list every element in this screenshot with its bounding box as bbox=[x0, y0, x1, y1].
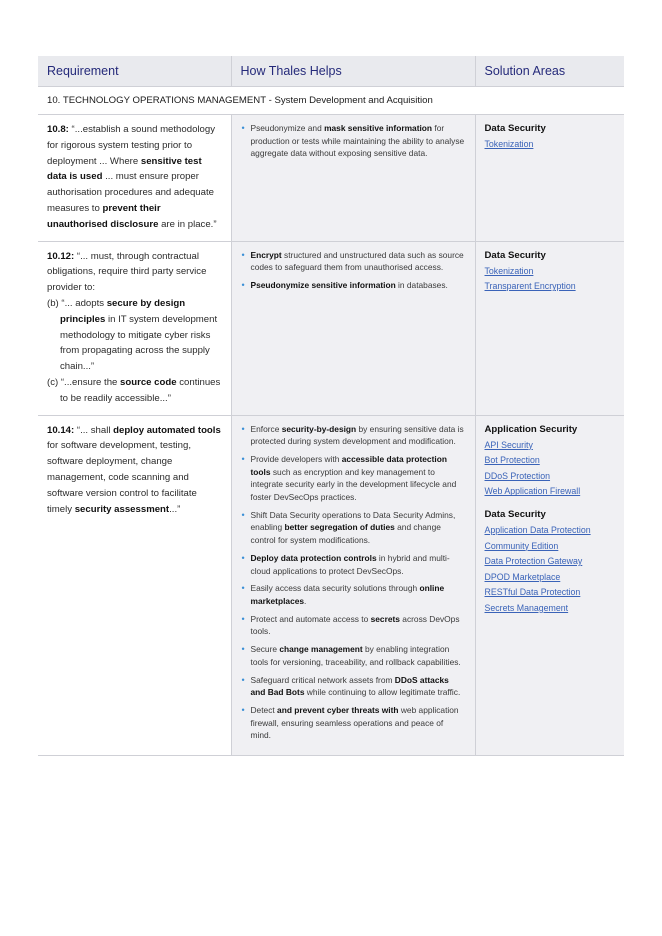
solution-link-tokenization[interactable]: Tokenization bbox=[484, 139, 534, 149]
requirement-emphasis: sensitive test data is used bbox=[47, 155, 202, 183]
requirement-text: “... must, through contractual obligations, require third party service provider to: bbox=[47, 250, 207, 294]
help-emphasis: better segregation of duties bbox=[284, 522, 395, 533]
solution-heading: Data Security bbox=[484, 123, 546, 134]
requirement-text: are in place.” bbox=[158, 218, 217, 230]
list-item bbox=[242, 643, 465, 668]
requirement-emphasis: deploy automated tools bbox=[113, 424, 221, 436]
solution-heading: Application Security bbox=[484, 423, 578, 435]
list-item bbox=[242, 552, 465, 577]
requirements-table bbox=[38, 56, 624, 756]
requirement-cell bbox=[38, 115, 231, 242]
requirement-text: continues to be readily accessible...” bbox=[60, 376, 221, 404]
help-list bbox=[242, 423, 465, 742]
help-emphasis: Deploy data protection controls bbox=[250, 552, 377, 563]
help-text: by enabling integration tools for versioning, traceability, and rollback capabilities. bbox=[250, 644, 461, 667]
section-title: 10. TECHNOLOGY OPERATIONS MANAGEMENT - System Development and Acquisition bbox=[38, 87, 624, 115]
list-item bbox=[242, 582, 465, 607]
help-text: Detect bbox=[250, 704, 278, 715]
help-text: Protect and automate access to bbox=[250, 613, 371, 624]
solution-link-tokenization[interactable]: Tokenization bbox=[484, 265, 534, 276]
requirement-emphasis: source code bbox=[120, 376, 177, 388]
requirement-text: (b) “... adopts bbox=[47, 297, 107, 309]
list-item bbox=[242, 249, 465, 274]
help-text: across DevOps tools. bbox=[250, 613, 460, 637]
solutions-cell bbox=[475, 241, 624, 415]
help-emphasis: secrets bbox=[370, 613, 400, 624]
clause-number: 10.14: bbox=[47, 424, 75, 436]
list-item bbox=[242, 279, 465, 292]
solution-link-data-protection-gateway[interactable]: Data Protection Gateway bbox=[484, 556, 583, 567]
solution-heading: Data Security bbox=[484, 508, 546, 520]
help-emphasis: DDoS attacks and Bad Bots bbox=[250, 674, 449, 698]
solution-link-restful-data-protection[interactable]: RESTful Data Protection bbox=[484, 587, 581, 598]
solutions-cell bbox=[475, 415, 624, 755]
requirement-text: “...establish a sound methodology for rigorous system testing prior to deployment ... Where bbox=[47, 124, 216, 167]
header-solution-areas: Solution Areas bbox=[475, 56, 624, 87]
help-text: . bbox=[304, 595, 307, 606]
header-requirement: Requirement bbox=[38, 56, 231, 87]
help-list bbox=[242, 122, 465, 160]
requirement-cell bbox=[38, 241, 231, 415]
list-item bbox=[242, 453, 465, 504]
help-text: such as encryption and key management to integrate security early in the development lifecycle and foster DevSecOps practices. bbox=[250, 466, 457, 503]
requirement-emphasis: secure by design principles bbox=[60, 297, 186, 325]
solution-link-web-application-firewall[interactable]: Web Application Firewall bbox=[484, 486, 581, 497]
table-row bbox=[38, 115, 624, 242]
help-emphasis: security-by-design bbox=[281, 423, 357, 434]
help-text: in databases. bbox=[395, 279, 448, 290]
help-emphasis: mask sensitive information bbox=[324, 123, 433, 133]
help-text: for production or tests while maintaining the ability to analyse aggregate data without exposing sensitive data. bbox=[250, 123, 465, 159]
help-text: and change control for system modifications. bbox=[250, 522, 441, 546]
list-item bbox=[242, 509, 465, 547]
list-item bbox=[242, 122, 465, 160]
help-emphasis: and prevent cyber threats with bbox=[277, 704, 399, 715]
header-how-thales-helps: How Thales Helps bbox=[231, 56, 475, 87]
help-emphasis: change management bbox=[279, 644, 363, 655]
solution-link-dpod-marketplace[interactable]: DPOD Marketplace bbox=[484, 571, 561, 582]
requirement-cell bbox=[38, 415, 231, 755]
requirement-text: “... shall bbox=[74, 424, 114, 436]
help-text: Pseudonymize and bbox=[250, 123, 325, 133]
requirement-subitem-b bbox=[47, 296, 223, 375]
help-text: Provide developers with bbox=[250, 453, 342, 464]
table-header-row bbox=[38, 56, 624, 87]
requirement-subitem-c bbox=[47, 375, 223, 407]
help-text: in hybrid and multi-cloud applications to protect DevSecOps. bbox=[250, 552, 450, 576]
solution-link-ddos-protection[interactable]: DDoS Protection bbox=[484, 470, 551, 481]
solution-link-community-edition[interactable]: Community Edition bbox=[484, 540, 559, 551]
help-emphasis: accessible data protection tools bbox=[250, 453, 447, 477]
help-text: Safeguard critical network assets from bbox=[250, 674, 395, 685]
help-emphasis: Encrypt bbox=[250, 249, 282, 260]
solution-link-secrets-management[interactable]: Secrets Management bbox=[484, 602, 569, 613]
solution-link-transparent-encryption[interactable]: Transparent Encryption bbox=[484, 281, 576, 292]
requirement-text: in IT system development methodology to mitigate cyber risks from propagating across the supply chain...” bbox=[60, 313, 218, 373]
table-row bbox=[38, 415, 624, 755]
list-item bbox=[242, 423, 465, 448]
clause-number: 10.8: bbox=[47, 124, 69, 135]
help-list bbox=[242, 249, 465, 292]
help-text: Enforce bbox=[250, 423, 282, 434]
how-helps-cell bbox=[231, 415, 475, 755]
help-text: by ensuring sensitive data is protected during system development and modification. bbox=[250, 423, 464, 447]
how-helps-cell bbox=[231, 115, 475, 242]
requirement-text: ...” bbox=[169, 503, 181, 515]
help-text: structured and unstructured data such as source codes to safeguard them from unauthorised access. bbox=[250, 249, 464, 273]
solution-link-application-data-protection[interactable]: Application Data Protection bbox=[484, 524, 591, 535]
list-item bbox=[242, 704, 465, 742]
list-item bbox=[242, 674, 465, 699]
clause-number: 10.12: bbox=[47, 250, 75, 262]
table-row bbox=[38, 241, 624, 415]
requirement-emphasis: security assessment bbox=[74, 503, 170, 515]
list-item bbox=[242, 613, 465, 638]
how-helps-cell bbox=[231, 241, 475, 415]
help-text: while continuing to allow legitimate traffic. bbox=[304, 687, 461, 698]
solutions-cell bbox=[475, 115, 624, 242]
requirement-text: for software development, testing, software deployment, change management, code scanning and software version control to facilitate timely bbox=[47, 440, 197, 515]
solution-link-api-security[interactable]: API Security bbox=[484, 439, 533, 450]
requirement-text: ... must ensure proper authorisation procedures and adequate measures to bbox=[47, 171, 214, 214]
solution-heading: Data Security bbox=[484, 249, 546, 261]
help-text: Easily access data security solutions through bbox=[250, 583, 420, 594]
help-text: Shift Data Security operations to Data Security Admins, enabling bbox=[250, 509, 456, 533]
help-emphasis: online marketplaces bbox=[250, 583, 445, 606]
solution-link-bot-protection[interactable]: Bot Protection bbox=[484, 455, 540, 466]
help-emphasis: Pseudonymize sensitive information bbox=[250, 279, 396, 290]
help-text: Secure bbox=[250, 644, 280, 655]
section-row bbox=[38, 87, 624, 115]
help-text: web application firewall, ensuring seamless operations and peace of mind. bbox=[250, 704, 459, 741]
requirement-emphasis: prevent their unauthorised disclosure bbox=[47, 202, 161, 230]
requirement-text: (c) “...ensure the bbox=[47, 376, 121, 388]
